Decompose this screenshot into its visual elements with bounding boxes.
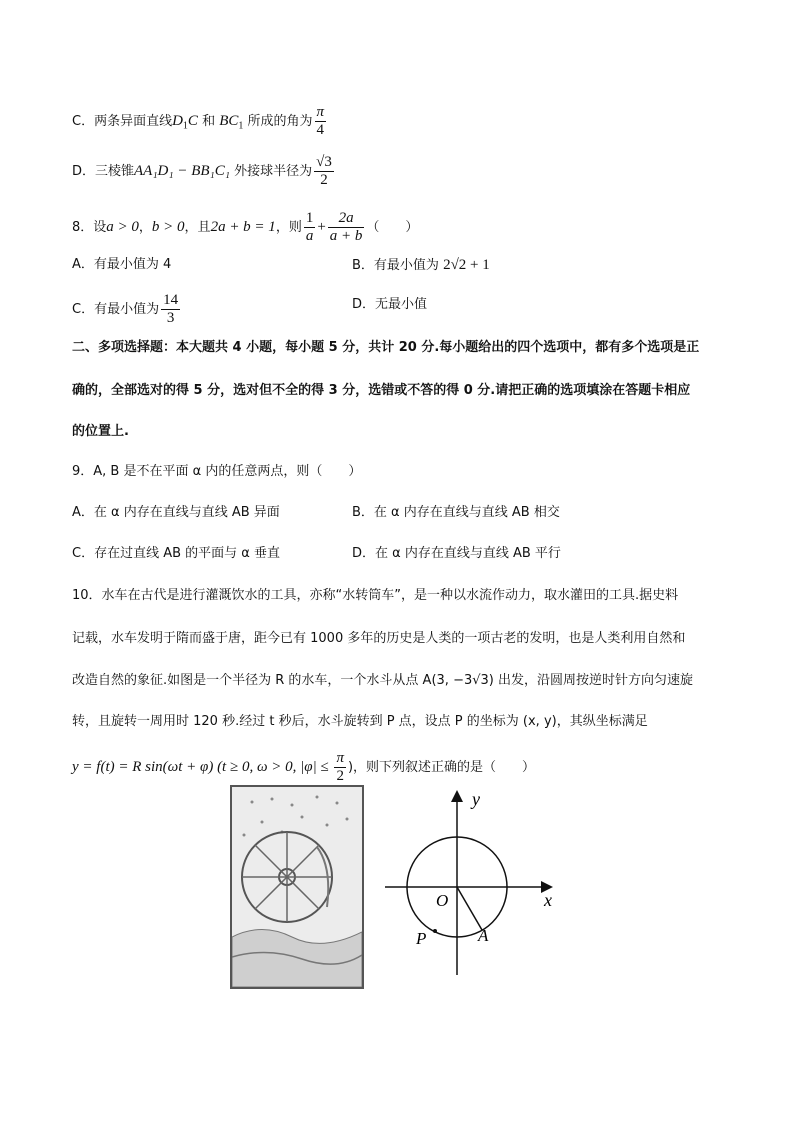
q7-d-fraction [314, 154, 334, 189]
section2-line1: 二、多项选择题：本大题共 4 小题，每小题 5 分，共计 20 分.每小题给出的四个选项中，都有多个选项是正 [72, 340, 700, 355]
point-a-label: A [478, 926, 489, 945]
q9-stem: 9．A, B 是不在平面 α 内的任意两点，则（ ） [72, 464, 362, 479]
q10-line4: 转，且旋转一周用时 120 秒.经过 t 秒后，水斗旋转到 P 点，设点 P 的坐标为 (x, y)，其纵坐标满足 [72, 714, 648, 729]
q10-formula: y = f(t) = R sin(ωt + φ) (t ≥ 0, ω > 0, |φ| ≤ [72, 759, 333, 775]
q9-option-d: D．在 α 内存在直线与直线 AB 平行 [352, 546, 561, 561]
q8-option-d: D．无最小值 [352, 297, 428, 312]
q7-c-frac-num: π [316, 104, 325, 120]
q9-option-a: A．在 α 内存在直线与直线 AB 异面 [72, 505, 280, 520]
q8-number: 8．设 [72, 220, 107, 235]
q8-sep3: ，则 [275, 220, 302, 235]
water-wheel-illustration [230, 785, 364, 989]
q8-stem [72, 210, 418, 245]
q10-line2: 记载，水车发明于隋而盛于唐，距今已有 1000 多年的历史是人类的一项古老的发明，也是人类利用自然和 [72, 631, 686, 646]
q7-c-sub1: 1 [182, 120, 188, 132]
q8-frac1-num: 1 [305, 210, 314, 226]
q7-c-math-c: C [187, 113, 198, 129]
q8-option-b [352, 255, 490, 276]
q7-d-frac-num: √3 [316, 154, 332, 170]
q7-c-math-bc: BC [219, 113, 239, 129]
q9-option-b: B．在 α 内存在直线与直线 AB 相交 [352, 505, 560, 520]
water-wheel-sketch [232, 787, 362, 987]
q7-d-mid: 外接球半径为 [230, 164, 313, 179]
q7-c-and: 和 [197, 114, 220, 129]
y-axis-label: y [472, 789, 480, 809]
q8-option-c-fraction [161, 292, 180, 327]
q8-frac2-num: 2a [328, 210, 365, 228]
q10-frac-num: π [336, 750, 344, 766]
q7-d-frac-den: 2 [320, 172, 328, 188]
coordinate-diagram [380, 785, 570, 980]
q8-cond2: b > 0 [151, 219, 185, 235]
point-p-label: P [416, 929, 427, 948]
q7-c-label: C．两条异面直线 [72, 114, 173, 129]
q7-d-label: D．三棱锥 [72, 164, 135, 179]
q7-d-math: AA₁D₁ − BB₁C₁ [134, 163, 230, 179]
q7-option-c [72, 104, 328, 139]
section2-line2: 确的，全部选对的得 5 分，选对但不全的得 3 分，选错或不答的得 0 分.请把正确的选项填涂在答题卡相应 [72, 383, 691, 398]
q10-line5 [72, 750, 535, 785]
q8-frac1 [304, 210, 316, 245]
origin-label: O [436, 891, 449, 910]
q10-tail: )，则下列叙述正确的是（ ） [347, 760, 536, 775]
q10-line3: 改造自然的象征.如图是一个半径为 R 的水车，一个水斗从点 A(3, −3√3) 出发，沿圆周按逆时针方向匀速旋 [72, 673, 693, 688]
q8-frac1-den: a [305, 228, 314, 244]
q8-option-c [72, 292, 182, 327]
q8-frac2 [328, 210, 365, 245]
q10-line1: 10．水车在古代是进行灌溉饮水的工具，亦称“水转筒车”，是一种以水流作动力，取水灌田的工具.据史料 [72, 588, 679, 603]
point-p [433, 929, 437, 933]
q8-sep2: ，且 [184, 220, 211, 235]
section2-line3: 的位置上. [72, 424, 129, 439]
q7-c-frac-den: 4 [316, 122, 325, 138]
q8-option-c-num: 14 [163, 292, 179, 308]
q7-c-math-d: D [172, 113, 183, 129]
q10-frac-den: 2 [336, 768, 344, 784]
q8-option-c-den: 3 [166, 310, 175, 326]
x-axis-label: x [544, 890, 552, 910]
q7-c-sub3: 1 [238, 120, 244, 132]
q8-cond1: a > 0 [106, 219, 139, 235]
q8-option-a: A．有最小值为 4 [72, 257, 172, 272]
q8-option-b-math: 2√2 + 1 [443, 257, 490, 273]
q8-sep1: ， [138, 220, 152, 235]
q7-c-mid: 所成的角为 [243, 114, 313, 129]
q8-cond3: 2a + b = 1 [210, 219, 276, 235]
q8-paren: （ ） [366, 220, 419, 235]
q7-option-d [72, 154, 336, 189]
q10-formula-fraction [334, 750, 346, 785]
q7-c-fraction [315, 104, 327, 139]
q8-frac2-den: a + b [329, 228, 363, 244]
q8-option-b-text: B．有最小值为 [352, 258, 444, 273]
q8-option-c-text: C．有最小值为 [72, 302, 160, 317]
radius-oa [457, 887, 482, 930]
q9-option-c: C．存在过直线 AB 的平面与 α 垂直 [72, 546, 280, 561]
q8-plus: + [317, 219, 326, 235]
